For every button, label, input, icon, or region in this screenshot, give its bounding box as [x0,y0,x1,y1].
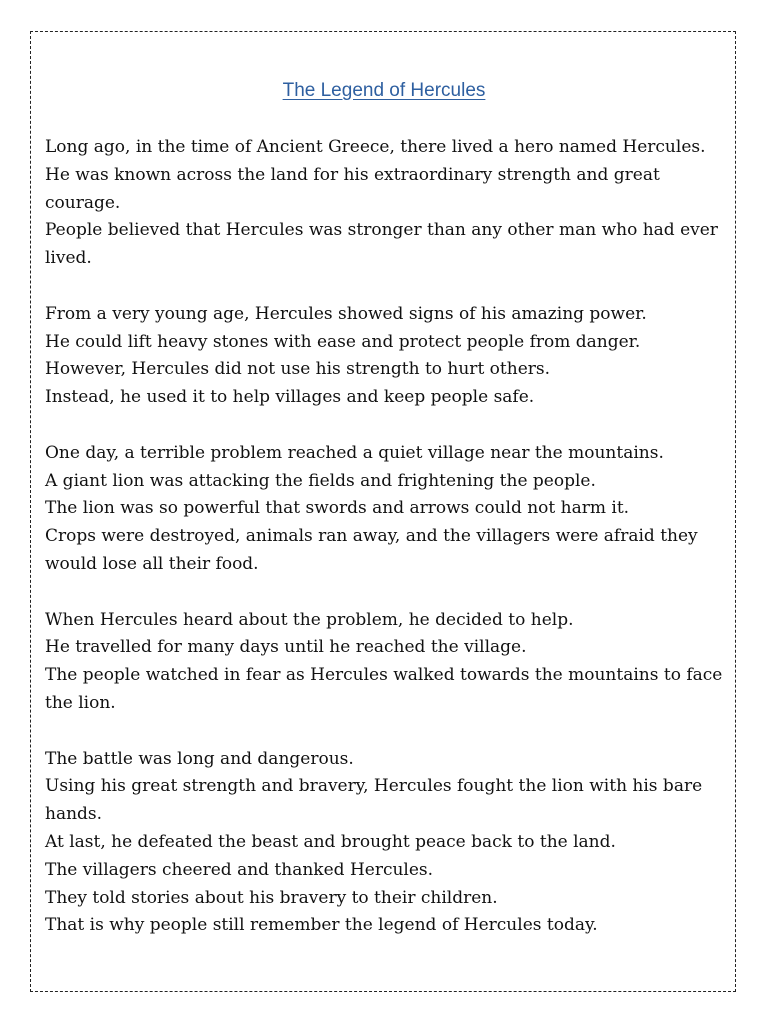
sentence: He travelled for many days until he reached the village. [45,637,527,658]
sentence: The battle was long and dangerous. [45,748,354,769]
sentence: Long ago, in the time of Ancient Greece, there lived a hero named Hercules. [45,137,706,157]
sentence: That is why people still remember the legend of Hercules today. [45,915,598,936]
sentence: A giant lion was attacking the fields and frightening the people. [45,470,596,491]
paragraph [45,440,725,579]
sentence: When Hercules heard about the problem, he decided to help. [45,609,574,630]
sentence: From a very young age, Hercules showed signs of his amazing power. [45,303,647,324]
paragraph [45,301,725,412]
sentence: The lion was so powerful that swords and arrows could not harm it. [45,498,630,519]
paragraph [45,607,725,718]
sentence: He could lift heavy stones with ease and protect people from danger. [45,331,641,352]
sentence: At last, he defeated the beast and brought peace back to the land. [45,831,616,852]
sentence: One day, a terrible problem reached a quiet village near the mountains. [45,442,664,463]
sentence: The villagers cheered and thanked Hercules. [45,859,434,880]
sentence: Using his great strength and bravery, Hercules fought the lion with his bare hands. [45,776,703,825]
document-title: The Legend of Hercules [282,80,486,101]
sentence: The people watched in fear as Hercules walked towards the mountains to face the lion. [45,665,723,713]
paragraph [45,746,725,941]
sentence: Instead, he used it to help villages and keep people safe. [45,387,535,408]
sentence: However, Hercules did not use his strength to hurt others. [45,359,551,380]
story-body [45,134,725,940]
sentence: Crops were destroyed, animals ran away, and the villagers were afraid they would lose all their food. [45,526,698,574]
sentence: They told stories about his bravery to their children. [45,887,498,908]
sentence: People believed that Hercules was stronger than any other man who had ever lived. [45,220,718,269]
paragraph [45,134,725,273]
sentence: He was known across the land for his extraordinary strength and great courage. [45,164,660,213]
